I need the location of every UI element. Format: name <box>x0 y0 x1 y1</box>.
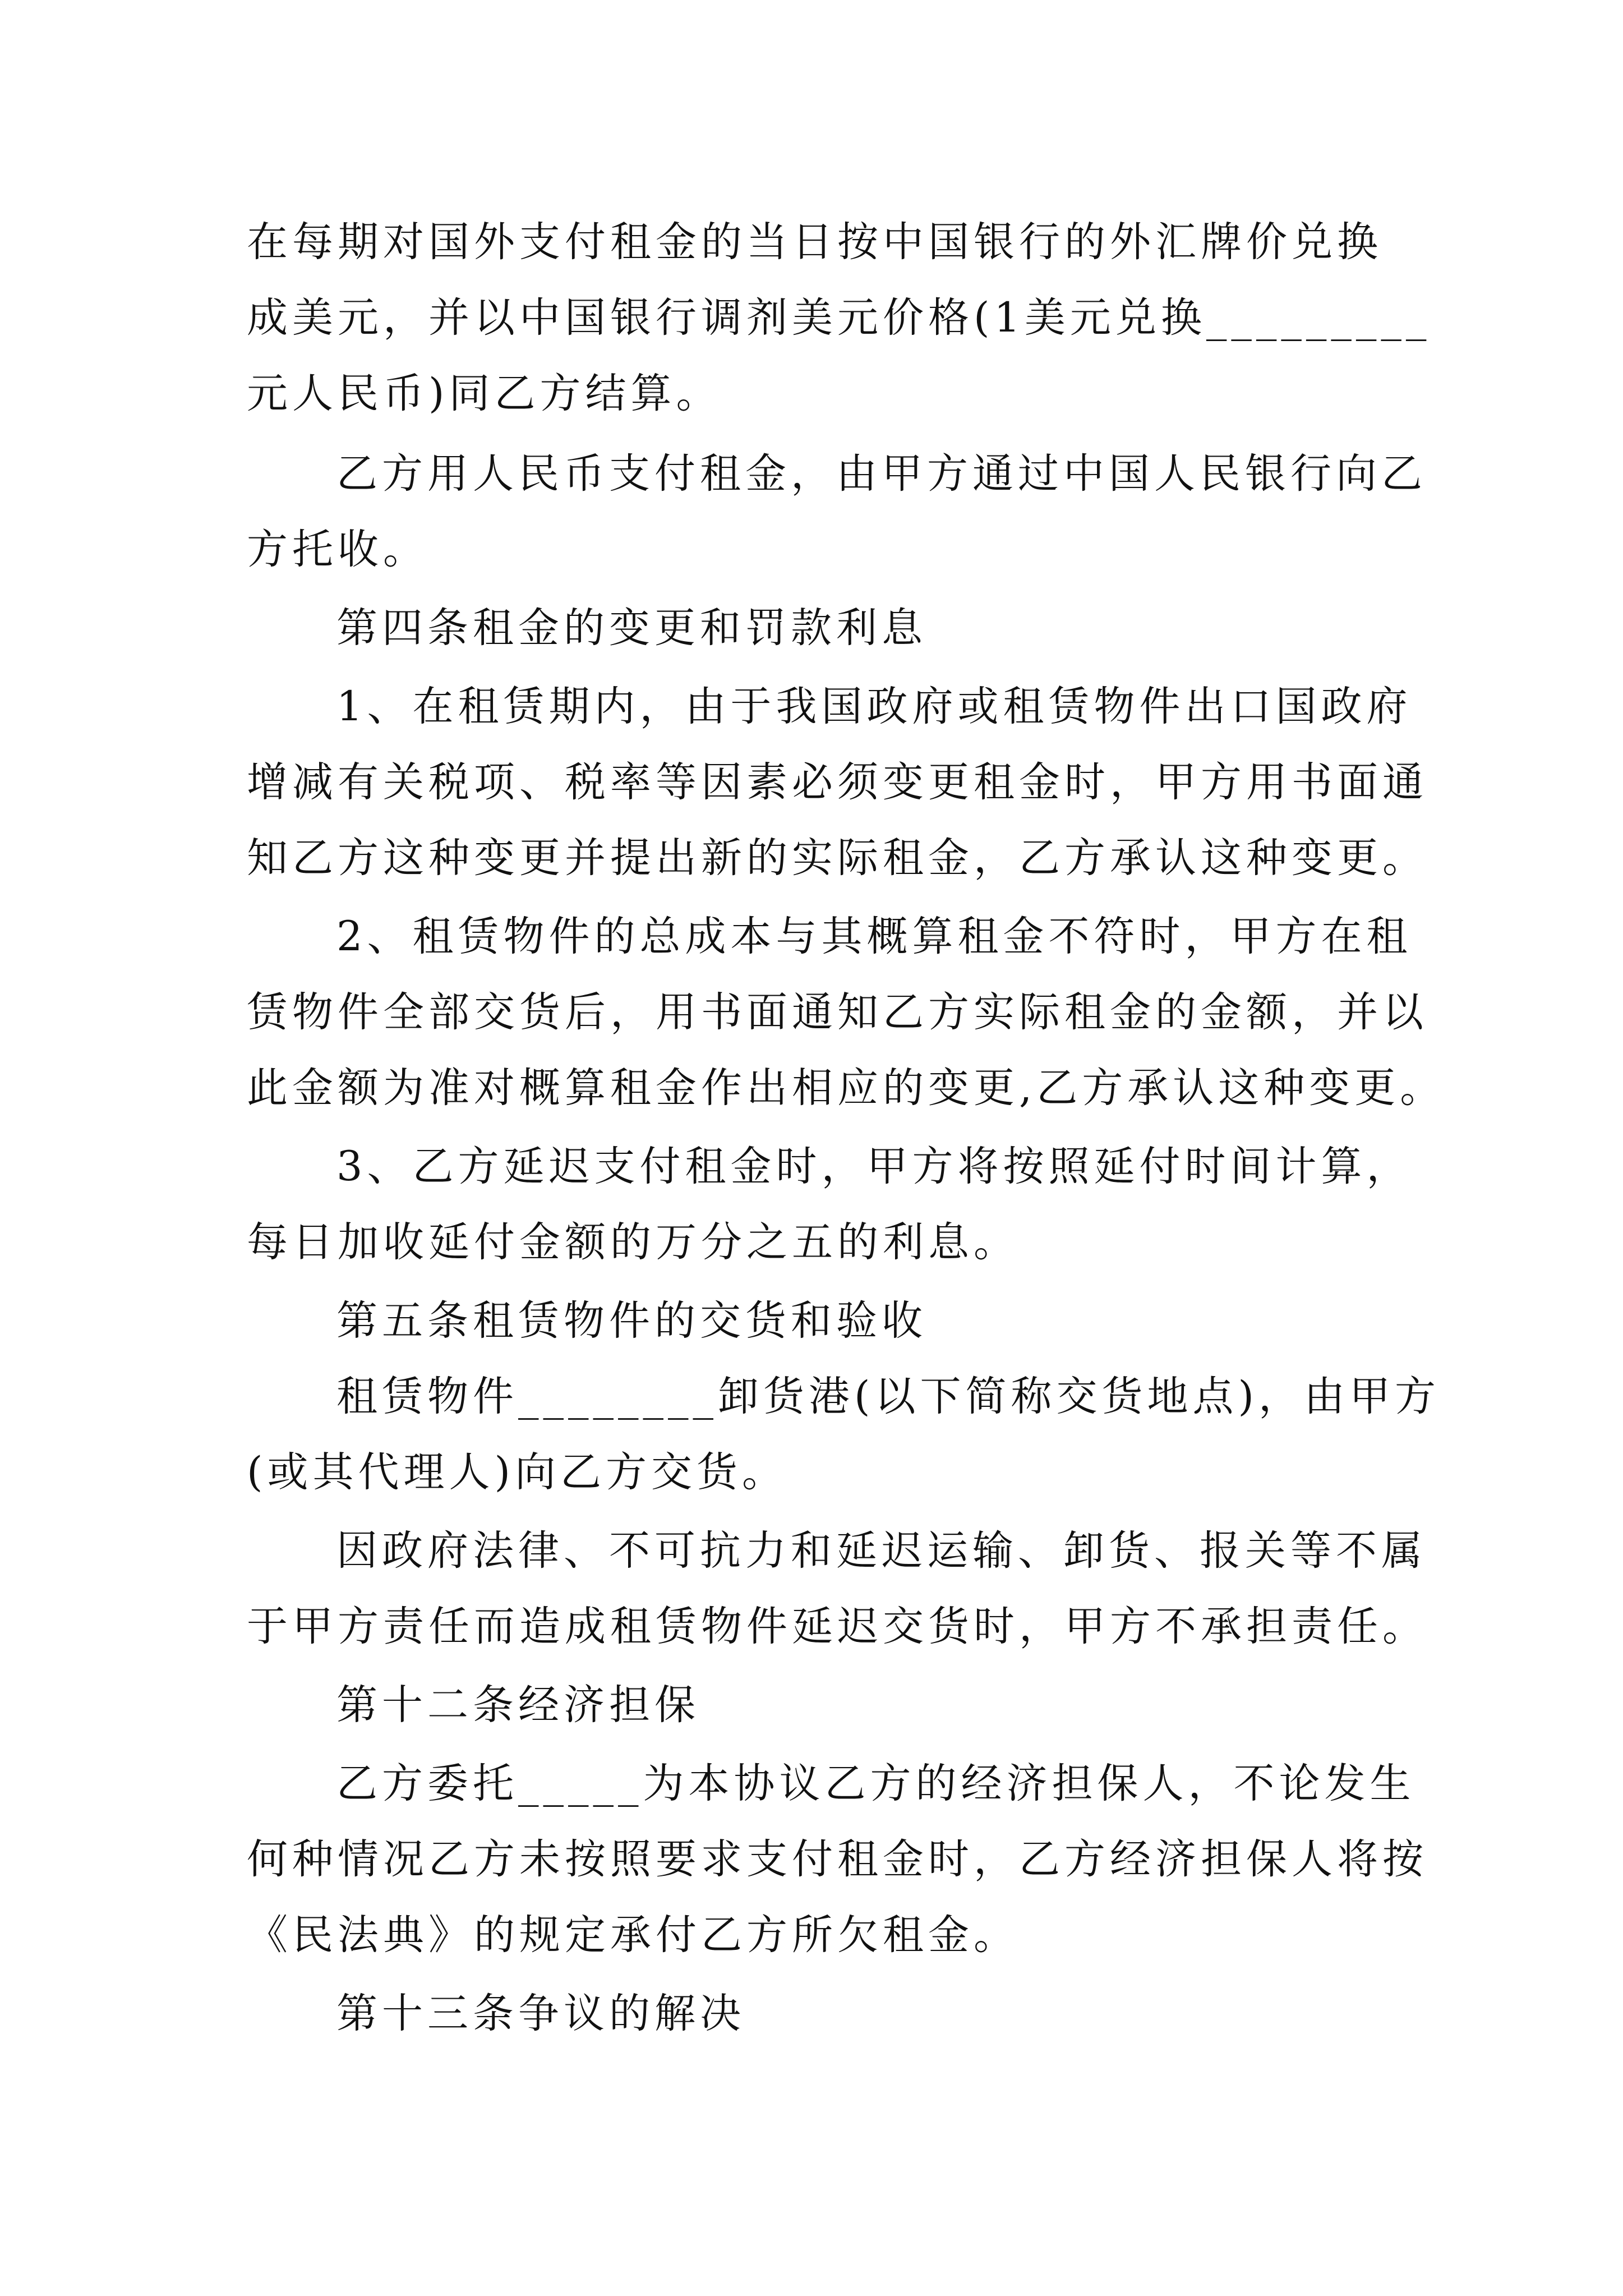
text-line: 元人民币)同乙方结算。 <box>247 370 722 417</box>
text-line: 知乙方这种变更并提出新的实际租金，乙方承认这种变更。 <box>247 834 1428 882</box>
text-line: 增减有关税项、税率等因素必须变更租金时，甲方用书面通 <box>247 758 1428 806</box>
text-line: 1、在租赁期内，由于我国政府或租赁物件出口国政府 <box>336 683 1412 730</box>
text-line: 因政府法律、不可抗力和延迟运输、卸货、报关等不属 <box>336 1527 1427 1575</box>
text-line: 乙方委托_____为本协议乙方的经济担保人，不论发生 <box>336 1760 1415 1807</box>
text-line: (或其代理人)向乙方交货。 <box>247 1448 787 1496</box>
text-line: 方托收。 <box>247 526 428 573</box>
text-line: 此金额为准对概算租金作出相应的变更,乙方承认这种变更。 <box>247 1064 1446 1112</box>
text-line: 《民法典》的规定承付乙方所欠租金。 <box>247 1911 1019 1959</box>
section-heading: 第十三条争议的解决 <box>336 1990 745 2037</box>
text-line: 在每期对国外支付租金的当日按中国银行的外汇牌价兑换 <box>247 218 1382 266</box>
section-heading: 第四条租金的变更和罚款利息 <box>336 604 927 652</box>
text-line: 于甲方责任而造成租赁物件延迟交货时，甲方不承担责任。 <box>247 1603 1428 1650</box>
section-heading: 第五条租赁物件的交货和验收 <box>336 1297 927 1345</box>
text-line: 每日加收延付金额的万分之五的利息。 <box>247 1218 1019 1266</box>
text-line: 3、乙方延迟支付租金时，甲方将按照延付时间计算， <box>336 1143 1412 1190</box>
section-heading: 第十二条经济担保 <box>336 1681 700 1729</box>
text-line: 2、租赁物件的总成本与其概算租金不符时，甲方在租 <box>336 913 1412 960</box>
text-line: 乙方用人民币支付租金，由甲方通过中国人民银行向乙 <box>336 450 1427 498</box>
text-line: 成美元，并以中国银行调剂美元价格(1美元兑换_________ <box>247 294 1431 342</box>
text-line: 赁物件全部交货后，用书面通知乙方实际租金的金额，并以 <box>247 988 1428 1036</box>
text-line: 租赁物件________卸货港(以下简称交货地点)，由甲方 <box>336 1373 1440 1420</box>
text-line: 何种情况乙方未按照要求支付租金时，乙方经济担保人将按 <box>247 1835 1428 1883</box>
